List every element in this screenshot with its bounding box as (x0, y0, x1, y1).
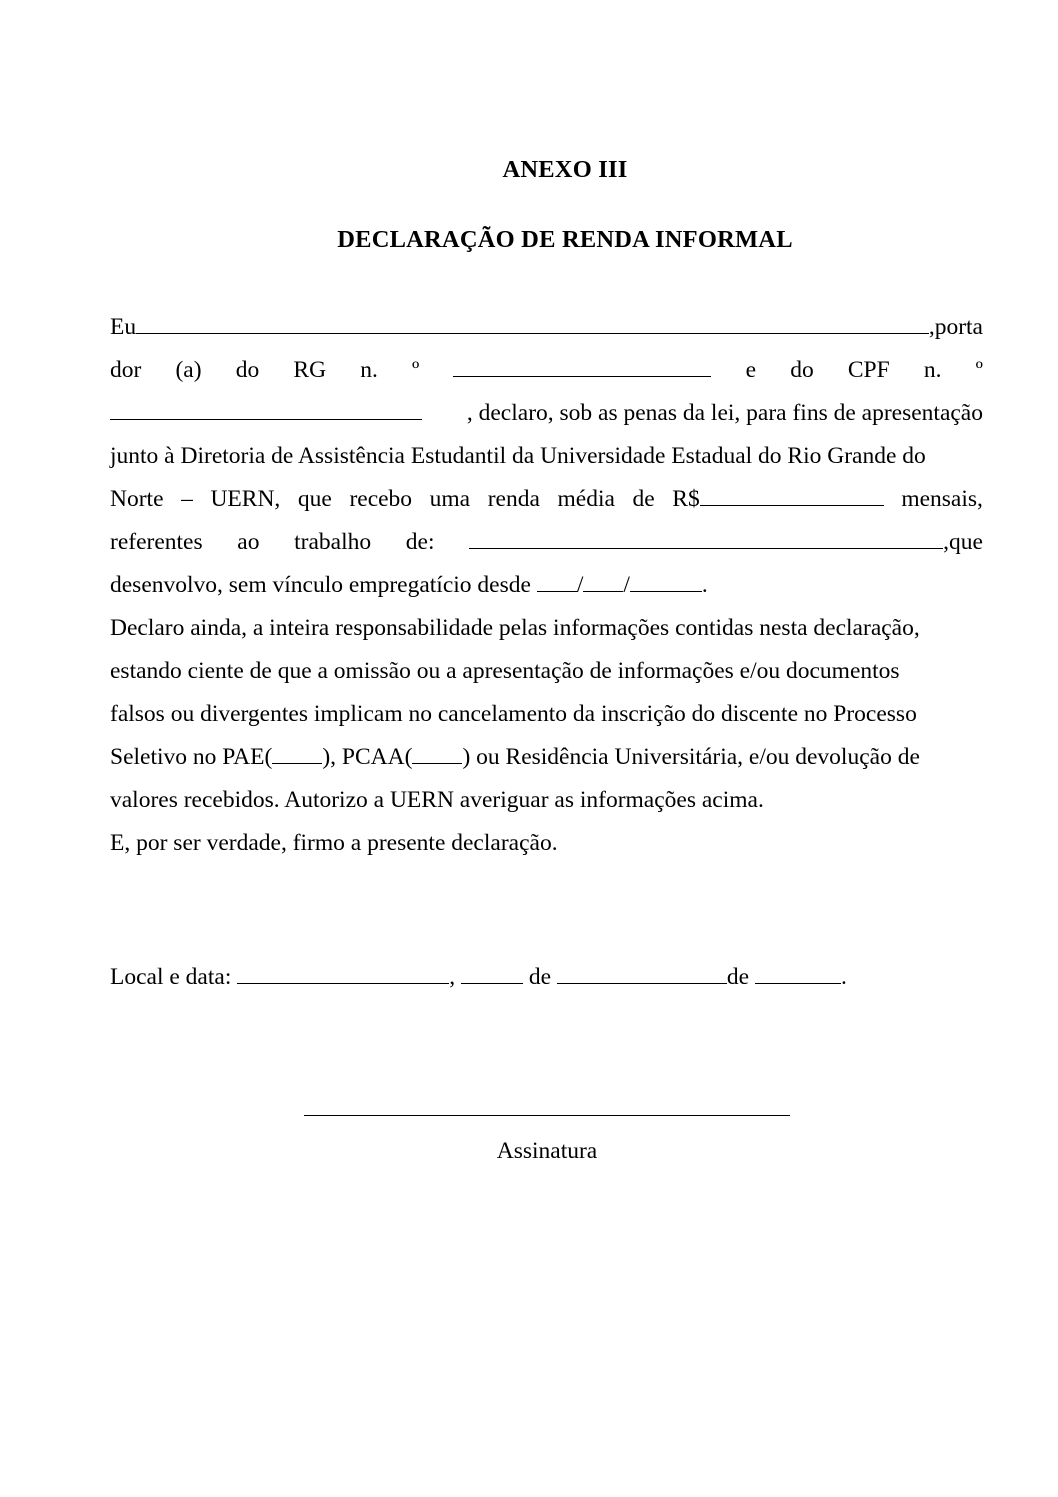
word: º (411, 357, 420, 383)
pcaa-text: ), PCAA( (322, 744, 413, 770)
desenvolvo-text: desenvolvo, sem vínculo empregatício desde (110, 572, 537, 598)
word: RG (293, 357, 327, 383)
word-que: ,que (943, 529, 983, 555)
word: que (297, 486, 332, 512)
word: renda (487, 486, 540, 512)
estando-text: estando ciente de que a omissão ou a apresentação de informações e/ou documentos (110, 658, 900, 684)
pcaa-blank[interactable] (412, 743, 462, 764)
month-blank[interactable] (583, 571, 623, 592)
word: de (632, 486, 655, 512)
word: n. (923, 357, 942, 383)
falsos-text: falsos ou divergentes implicam no cancelamento da inscrição do discente no Processo (110, 701, 917, 727)
word: (a) (175, 357, 202, 383)
body-line-5 (110, 484, 983, 514)
day-blank[interactable] (461, 963, 523, 984)
word: dor (110, 357, 142, 383)
date-slash: / (623, 572, 630, 598)
body-line-8 (110, 613, 983, 643)
currency-symbol: R$ (672, 486, 700, 512)
name-blank[interactable] (136, 313, 929, 334)
document-title: DECLARAÇÃO DE RENDA INFORMAL (337, 226, 793, 253)
cpf-blank[interactable] (110, 399, 422, 420)
word: Norte (110, 486, 164, 512)
body-line-9 (110, 656, 983, 686)
body-line-4 (110, 441, 983, 471)
month-blank[interactable] (557, 963, 727, 984)
body-line-3 (110, 398, 983, 428)
day-blank[interactable] (537, 571, 577, 592)
body-line-13 (110, 828, 983, 858)
rg-blank[interactable] (453, 356, 711, 377)
body-line-12 (110, 785, 983, 815)
word: e (745, 357, 757, 383)
word-de: de (726, 964, 750, 990)
year-blank[interactable] (630, 571, 702, 592)
valores-text: valores recebidos. Autorizo a UERN averiguar as informações acima. (110, 787, 764, 813)
work-blank[interactable] (469, 528, 943, 549)
word: uma (429, 486, 471, 512)
word-porta: ,porta (928, 314, 983, 340)
body-line-1 (110, 312, 983, 342)
word: – (181, 486, 193, 512)
word: UERN, (210, 486, 281, 512)
residencia-text: ) ou Residência Universitária, e/ou devolução de (462, 744, 920, 770)
body-line-10 (110, 699, 983, 729)
period: . (701, 572, 708, 598)
date-slash: / (576, 572, 584, 598)
word: recebo (349, 486, 413, 512)
word: º (975, 357, 983, 383)
work-group (469, 527, 983, 557)
word: de: (405, 529, 435, 555)
assistencia-text: junto à Diretoria de Assistência Estudantil da Universidade Estadual do Rio Grande do (110, 443, 926, 469)
word: do (235, 357, 260, 383)
comma: , (449, 964, 456, 990)
seletivo-text: Seletivo no PAE( (110, 744, 273, 770)
body-line-2 (110, 355, 983, 385)
pae-blank[interactable] (272, 743, 322, 764)
local-date-label: Local e data: (110, 964, 238, 990)
word: trabalho (294, 529, 372, 555)
local-blank[interactable] (237, 963, 449, 984)
body-line-7 (110, 570, 983, 600)
word: média (557, 486, 615, 512)
year-blank[interactable] (755, 963, 841, 984)
signature-line[interactable] (304, 1115, 790, 1116)
declaro-text: , declaro, sob as penas da lei, para fins de apresentação (466, 400, 983, 426)
word: referentes (110, 529, 203, 555)
signature-label: Assinatura (496, 1138, 598, 1164)
word: CPF (847, 357, 890, 383)
declaro-ainda-text: Declaro ainda, a inteira responsabilidade pelas informações contidas nesta declaração, (110, 615, 920, 641)
income-blank[interactable] (700, 485, 884, 506)
period: . (840, 964, 847, 990)
annex-heading: ANEXO III (502, 156, 628, 183)
body-line-6 (110, 527, 983, 557)
body-line-11 (110, 742, 983, 772)
word-de: de (528, 964, 552, 990)
word: do (790, 357, 814, 383)
word: ao (237, 529, 260, 555)
income-group (672, 484, 883, 514)
word-eu: Eu (110, 314, 137, 340)
verdade-text: E, por ser verdade, firmo a presente declaração. (110, 830, 558, 856)
local-date-line (110, 962, 983, 992)
word-mensais: mensais, (901, 486, 983, 512)
word: n. (360, 357, 378, 383)
